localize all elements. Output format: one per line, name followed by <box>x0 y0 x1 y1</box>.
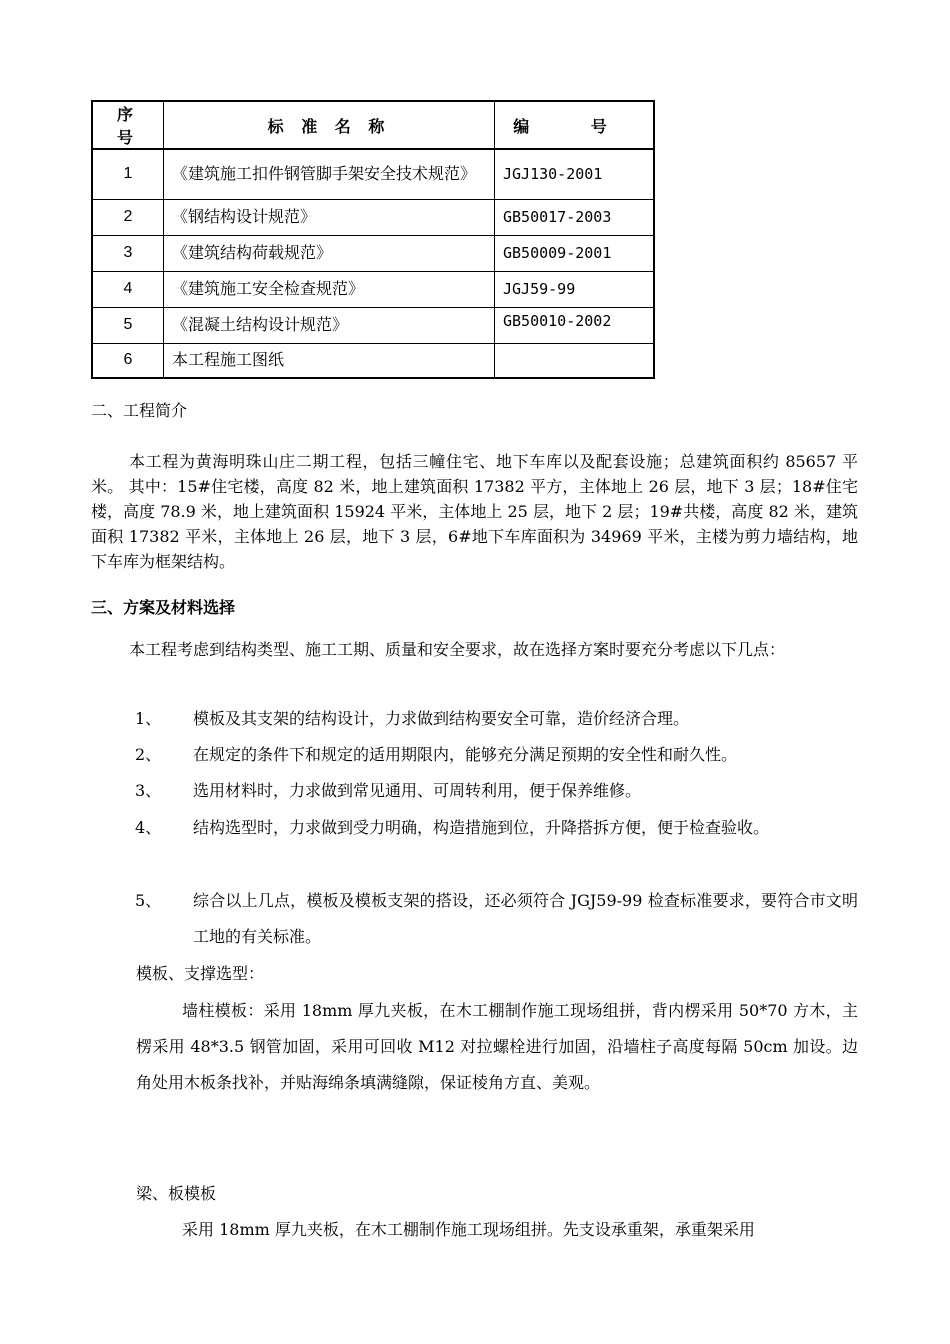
table-row <box>92 343 654 378</box>
row-name: 《钢结构设计规范》 <box>164 199 495 235</box>
row-name: 《建筑施工扣件钢管脚手架安全技术规范》 <box>164 149 495 199</box>
table-row <box>92 235 654 271</box>
list-item-number: 1、 <box>135 709 162 728</box>
row-code: JGJ59-99 <box>495 271 655 307</box>
wall-column-formwork-paragraph: 墙柱模板：采用 18mm 厚九夹板，在木工棚制作施工现场组拼，背内楞采用 50*70 方木，主楞采用 48*3.5 钢管加固，采用可回收 M12 对拉螺栓进行加固，沿墙柱子高度每隔 50cm 加设。边角处用木板条找补，并贴海绵条填满缝隙，保证棱角方直、美观。 <box>136 1001 858 1092</box>
list-item-text: 结构选型时，力求做到受力明确，构造措施到位，升降搭拆方便，便于检查验收。 <box>193 818 770 837</box>
row-no: 4 <box>92 271 164 307</box>
header-code: 编 号 <box>495 101 655 149</box>
row-code: GB50010-2002 <box>495 307 655 343</box>
row-no: 3 <box>92 235 164 271</box>
section3-heading: 三、方案及材料选择 <box>91 598 236 617</box>
list-item-text: 综合以上几点，模板及模板支架的搭设，还必须符合 JGJ59-99 检查标准要求，要符合市文明工地的有关标准。 <box>193 891 858 946</box>
beam-slab-paragraph: 采用 18mm 厚九夹板，在木工棚制作施工现场组拼。先支设承重架，承重架采用 <box>182 1220 755 1239</box>
subheading-beam-slab: 梁、板模板 <box>136 1184 217 1203</box>
list-item-number: 4、 <box>135 818 162 837</box>
subheading-formwork-selection: 模板、支撑选型： <box>136 964 265 983</box>
row-code: GB50009-2001 <box>495 235 655 271</box>
row-no: 1 <box>92 149 164 199</box>
row-name: 本工程施工图纸 <box>164 343 495 378</box>
section3-intro: 本工程考虑到结构类型、施工工期、质量和安全要求，故在选择方案时要充分考虑以下几点： <box>129 640 786 659</box>
row-code <box>495 343 655 378</box>
table-row <box>92 307 654 343</box>
row-no: 6 <box>92 343 164 378</box>
row-code: JGJ130-2001 <box>495 149 655 199</box>
table-row <box>92 199 654 235</box>
list-item-text: 选用材料时，力求做到常见通用、可周转利用，便于保养维修。 <box>193 781 642 800</box>
section2-heading: 二、工程简介 <box>91 401 188 420</box>
list-item-number: 5、 <box>135 891 162 910</box>
table-row <box>92 149 654 199</box>
table-header-row <box>92 101 654 149</box>
list-item-number: 2、 <box>135 745 162 764</box>
list-item-text: 在规定的条件下和规定的适用期限内，能够充分满足预期的安全性和耐久性。 <box>193 745 738 764</box>
row-code: GB50017-2003 <box>495 199 655 235</box>
table-row <box>92 271 654 307</box>
row-name: 《建筑施工安全检查规范》 <box>164 271 495 307</box>
header-name: 标 准 名 称 <box>164 101 495 149</box>
list-item-text: 模板及其支架的结构设计，力求做到结构要安全可靠，造价经济合理。 <box>193 709 690 728</box>
row-name: 《混凝土结构设计规范》 <box>164 307 495 343</box>
header-no: 序 号 <box>92 101 164 149</box>
row-no: 2 <box>92 199 164 235</box>
standards-table <box>91 100 655 379</box>
row-no: 5 <box>92 307 164 343</box>
list-item-number: 3、 <box>135 781 162 800</box>
row-name: 《建筑结构荷载规范》 <box>164 235 495 271</box>
section2-body: 本工程为黄海明珠山庄二期工程，包括三幢住宅、地下车库以及配套设施；总建筑面积约 85657 平米。 其中：15#住宅楼，高度 82 米，地上建筑面积 17382 平方，主体地上 26 层，地下 3 层；18#住宅楼，高度 78.9 米，地上建筑面积 15924 平米，主体地上 25 层，地下 2 层；19#共楼，高度 82 米，建筑面积 17382 平米，主体地上 26 层，地下 3 层，6#地下车库面积为 34969 平米，主楼为剪力墙结构，地下车库为框架结构。 <box>91 452 858 571</box>
